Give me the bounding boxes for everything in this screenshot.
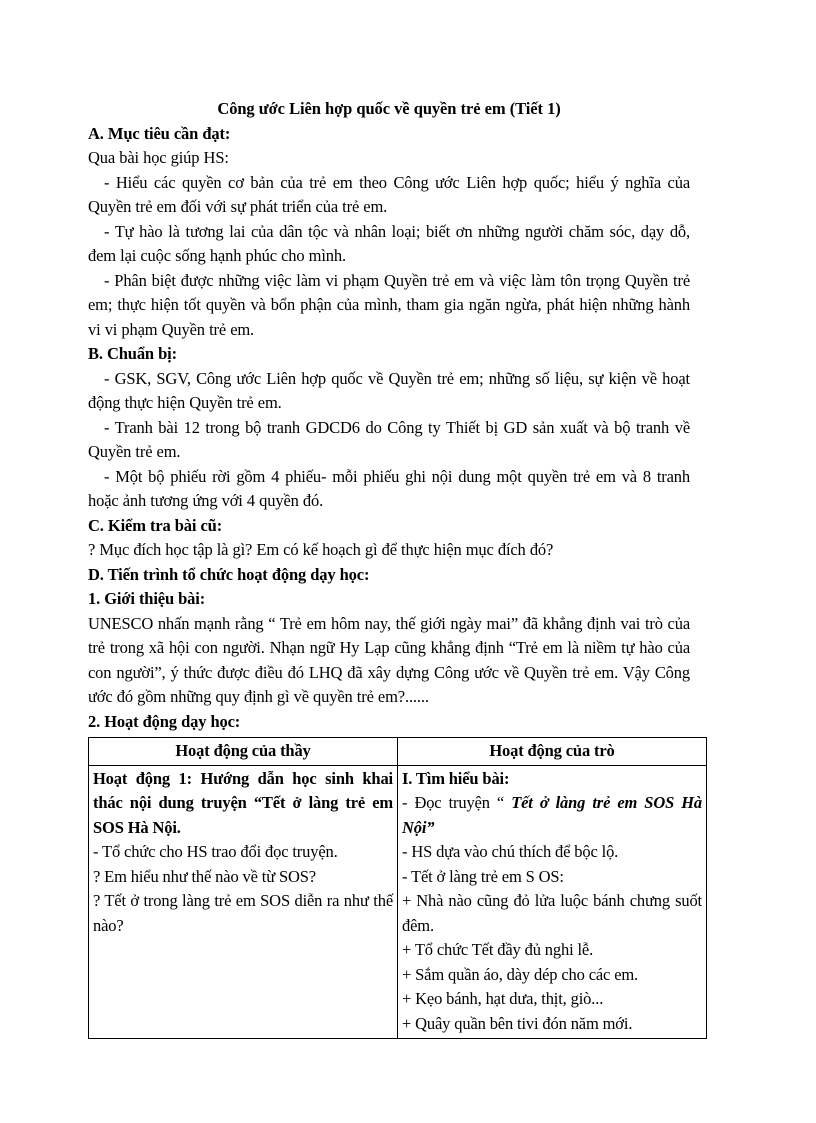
- section-a-bullet-2: - Tự hào là tương lai của dân tộc và nhân loại; biết ơn những người chăm sóc, dạy dỗ, đem lại cuộc sống hạnh phúc cho mình.: [88, 221, 690, 265]
- student-activity-cell: [398, 765, 707, 1039]
- page-title: Công ước Liên hợp quốc về quyền trẻ em (Tiết 1): [217, 99, 561, 118]
- section-a-bullet-1: - Hiểu các quyền cơ bản của trẻ em theo Công ước Liên hợp quốc; hiểu ý nghĩa của Quyền trẻ em đối với sự phát triển của trẻ em.: [88, 172, 690, 216]
- heading-d: D. Tiến trình tổ chức hoạt động dạy học:: [88, 564, 370, 584]
- student-activity-line-5: + Sắm quần áo, dày dép cho các em.: [402, 964, 639, 984]
- student-activity-line-2: - Tết ở làng trẻ em S OS:: [402, 866, 564, 886]
- table-row: [89, 765, 707, 1039]
- section-a-bullet-3: - Phân biệt được những việc làm vi phạm Quyền trẻ em và việc làm tôn trọng Quyền trẻ em; thực hiện tốt quyền và bổn phận của mình, tham gia ngăn ngừa, phát hiện những hành vi vi phạm Quyền trẻ em.: [88, 270, 690, 339]
- column-header-teacher: Hoạt động của thầy: [89, 738, 398, 766]
- section-a-intro: Qua bài học giúp HS:: [88, 148, 229, 167]
- column-header-student: Hoạt động của trò: [398, 738, 707, 766]
- student-activity-read-line: [402, 791, 702, 840]
- section-d1-body: UNESCO nhấn mạnh rằng “ Trẻ em hôm nay, thế giới ngày mai” đã khẳng định vai trò của trẻ trong xã hội con người. Nhạn ngữ Hy Lạp cũng khẳng định “Trẻ em là niềm tự hào của con người”, ý thức được điều đó LHQ đã xây dựng Công ước về Quyền trẻ em. Vậy Công ước đó gồm những quy định gì về quyền trẻ em?......: [88, 613, 690, 706]
- heading-c: C. Kiểm tra bài cũ:: [88, 515, 223, 535]
- read-prefix: - Đọc truyện “: [402, 793, 512, 812]
- section-b-bullet-3: - Một bộ phiếu rời gồm 4 phiếu- mỗi phiếu ghi nội dung một quyền trẻ em và 8 tranh hoặc ảnh tương ứng với 4 quyền đó.: [88, 466, 690, 510]
- document-body: [88, 97, 702, 1039]
- teacher-activity-line-3: ? Tết ở trong làng trẻ em SOS diễn ra như thế nào?: [93, 891, 393, 935]
- table-header-row: [89, 738, 707, 766]
- section-b-bullet-1: - GSK, SGV, Công ước Liên hợp quốc về Quyền trẻ em; những số liệu, sự kiện về hoạt động thực hiện Quyền trẻ em.: [88, 368, 690, 412]
- read-story-title: Tết ở làng trẻ em SOS Hà Nội”: [402, 793, 702, 837]
- teacher-activity-cell: [89, 765, 398, 1039]
- student-activity-line-6: + Kẹo bánh, hạt dưa, thịt, giò...: [402, 989, 604, 1008]
- student-activity-line-7: + Quây quần bên tivi đón năm mới.: [402, 1013, 633, 1033]
- student-activity-line-3: + Nhà nào cũng đỏ lửa luộc bánh chưng suốt đêm.: [402, 891, 702, 935]
- teacher-activity-title: Hoạt động 1: Hướng dẫn học sinh khai thác nội dung truyện “Tết ở làng trẻ em SOS Hà Nội.: [93, 768, 393, 837]
- student-activity-heading: I. Tìm hiểu bài:: [402, 768, 510, 788]
- heading-b: B. Chuẩn bị:: [88, 344, 177, 363]
- section-b-bullet-2: - Tranh bài 12 trong bộ tranh GDCD6 do Công ty Thiết bị GD sản xuất và bộ tranh về Quyền trẻ em.: [88, 417, 690, 461]
- student-activity-line-4: + Tổ chức Tết đầy đủ nghi lễ.: [402, 940, 594, 959]
- heading-d2: 2. Hoạt động dạy học:: [88, 711, 241, 731]
- heading-a: A. Mục tiêu cần đạt:: [88, 123, 231, 143]
- teacher-activity-line-1: - Tổ chức cho HS trao đổi đọc truyện.: [93, 842, 338, 861]
- teacher-activity-line-2: ? Em hiểu như thế nào về từ SOS?: [93, 866, 316, 886]
- student-activity-line-1: - HS dựa vào chú thích để bộc lộ.: [402, 842, 619, 861]
- heading-d1: 1. Giới thiệu bài:: [88, 589, 206, 608]
- activity-table: [88, 737, 707, 1039]
- section-c-question: ? Mục đích học tập là gì? Em có kế hoạch gì để thực hiện mục đích đó?: [88, 540, 554, 559]
